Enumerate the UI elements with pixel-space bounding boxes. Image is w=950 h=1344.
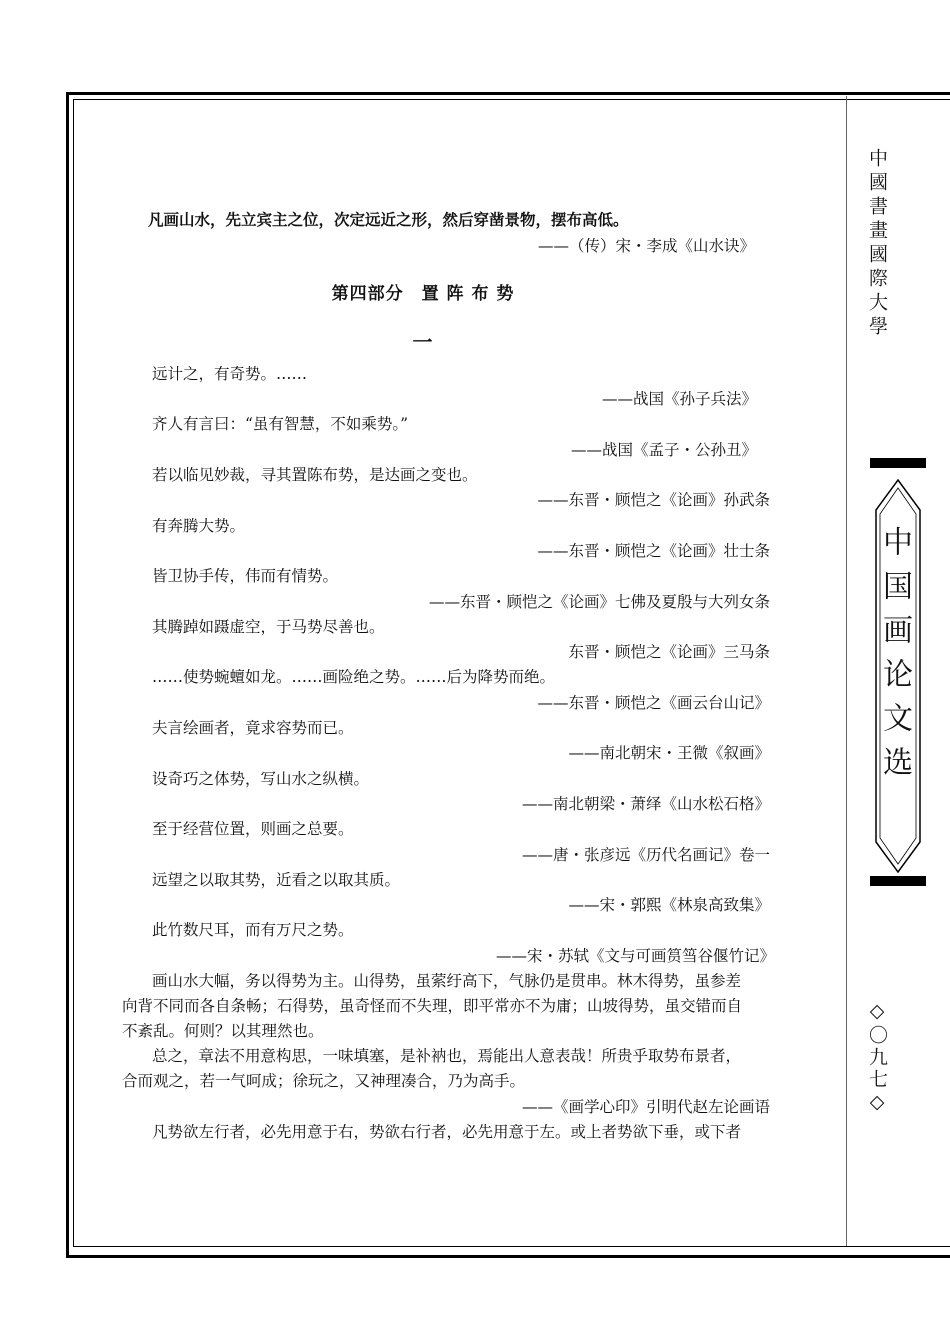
quote-citation: ——南北朝梁・萧绎《山水松石格》 xyxy=(521,795,770,813)
quote-text: 夫言绘画者，竟求容势而已。 xyxy=(152,719,354,737)
quote-text: 至于经营位置，则画之总要。 xyxy=(152,820,354,838)
quote-text: ……使势蜿蟺如龙。……画险绝之势。……后为降势而绝。 xyxy=(152,668,556,686)
quote-citation: 东晋・顾恺之《论画》三马条 xyxy=(568,643,770,661)
quote-citation: ——唐・张彦远《历代名画记》卷一 xyxy=(521,846,770,864)
cartouche-top-bar xyxy=(870,458,926,468)
paragraph-line: 不紊乱。何则？以其理然也。 xyxy=(122,1022,324,1040)
book-title: 中国画论文选 xyxy=(877,526,912,790)
quote-text: 其腾踔如蹑虚空，于马势尽善也。 xyxy=(152,618,385,636)
quote-text: 此竹数尺耳，而有万尺之势。 xyxy=(152,921,354,939)
intro-citation: ——（传）宋・李成《山水诀》 xyxy=(537,237,755,255)
quote-text: 齐人有言曰：“虽有智慧，不如乘势。” xyxy=(152,415,409,433)
quote-citation: ——东晋・顾恺之《画云台山记》 xyxy=(537,694,770,712)
quote-text: 远计之，有奇势。…… xyxy=(152,365,308,383)
quote-citation: ——南北朝宋・王微《叙画》 xyxy=(568,744,770,762)
section-subheading: 一 xyxy=(412,330,434,354)
quote-citation: ——东晋・顾恺之《论画》七佛及夏殷与大列女条 xyxy=(428,593,770,611)
page-number: ◇〇九七◇ xyxy=(866,1000,888,1116)
side-column-rule xyxy=(846,96,847,1246)
paragraph-line: 向背不同而各自条畅；石得势，虽奇怪而不失理，即平常亦不为庸；山坡得势，虽交错而自 xyxy=(122,997,743,1015)
quote-citation: ——东晋・顾恺之《论画》壮士条 xyxy=(537,542,770,560)
quote-text: 若以临见妙裁，寻其置陈布势，是达画之变也。 xyxy=(152,466,478,484)
section-heading: 第四部分 置 阵 布 势 xyxy=(331,284,515,304)
quote-citation: ——宋・苏轼《文与可画筼筜谷偃竹记》 xyxy=(495,947,775,965)
paragraph-line: 凡势欲左行者，必先用意于右，势欲右行者，必先用意于左。或上者势欲下垂，或下者 xyxy=(152,1123,742,1141)
quote-citation: ——宋・郭熙《林泉高致集》 xyxy=(568,896,770,914)
cartouche-bottom-bar xyxy=(870,876,926,886)
quote-text: 设奇巧之体势，写山水之纵横。 xyxy=(152,770,370,788)
quote-text: 皆卫协手传，伟而有情势。 xyxy=(152,567,339,585)
quote-citation: ——战国《孙子兵法》 xyxy=(601,390,757,408)
paragraph-line: 总之，章法不用意构思，一味填塞，是补衲也，焉能出人意表哉！所贵乎取势布景者， xyxy=(152,1047,742,1065)
paragraph-citation: ——《画学心印》引明代赵左论画语 xyxy=(521,1098,770,1116)
paragraph-line: 合而观之，若一气呵成；徐玩之，又神理凑合，乃为高手。 xyxy=(122,1072,526,1090)
intro-text: 凡画山水，先立宾主之位，次定远近之形，然后穿凿景物，摆布高低。 xyxy=(148,210,629,229)
quote-text: 有奔腾大势。 xyxy=(152,517,246,535)
quote-text: 远望之以取其势，近看之以取其质。 xyxy=(152,871,401,889)
series-title: 中國書畫國際大學 xyxy=(866,148,888,340)
quote-citation: ——东晋・顾恺之《论画》孙武条 xyxy=(537,491,770,509)
quote-citation: ——战国《孟子・公孙丑》 xyxy=(570,441,757,459)
paragraph-line: 画山水大幅，务以得势为主。山得势，虽萦纡高下，气脉仍是贯串。林木得势，虽参差 xyxy=(152,972,742,990)
